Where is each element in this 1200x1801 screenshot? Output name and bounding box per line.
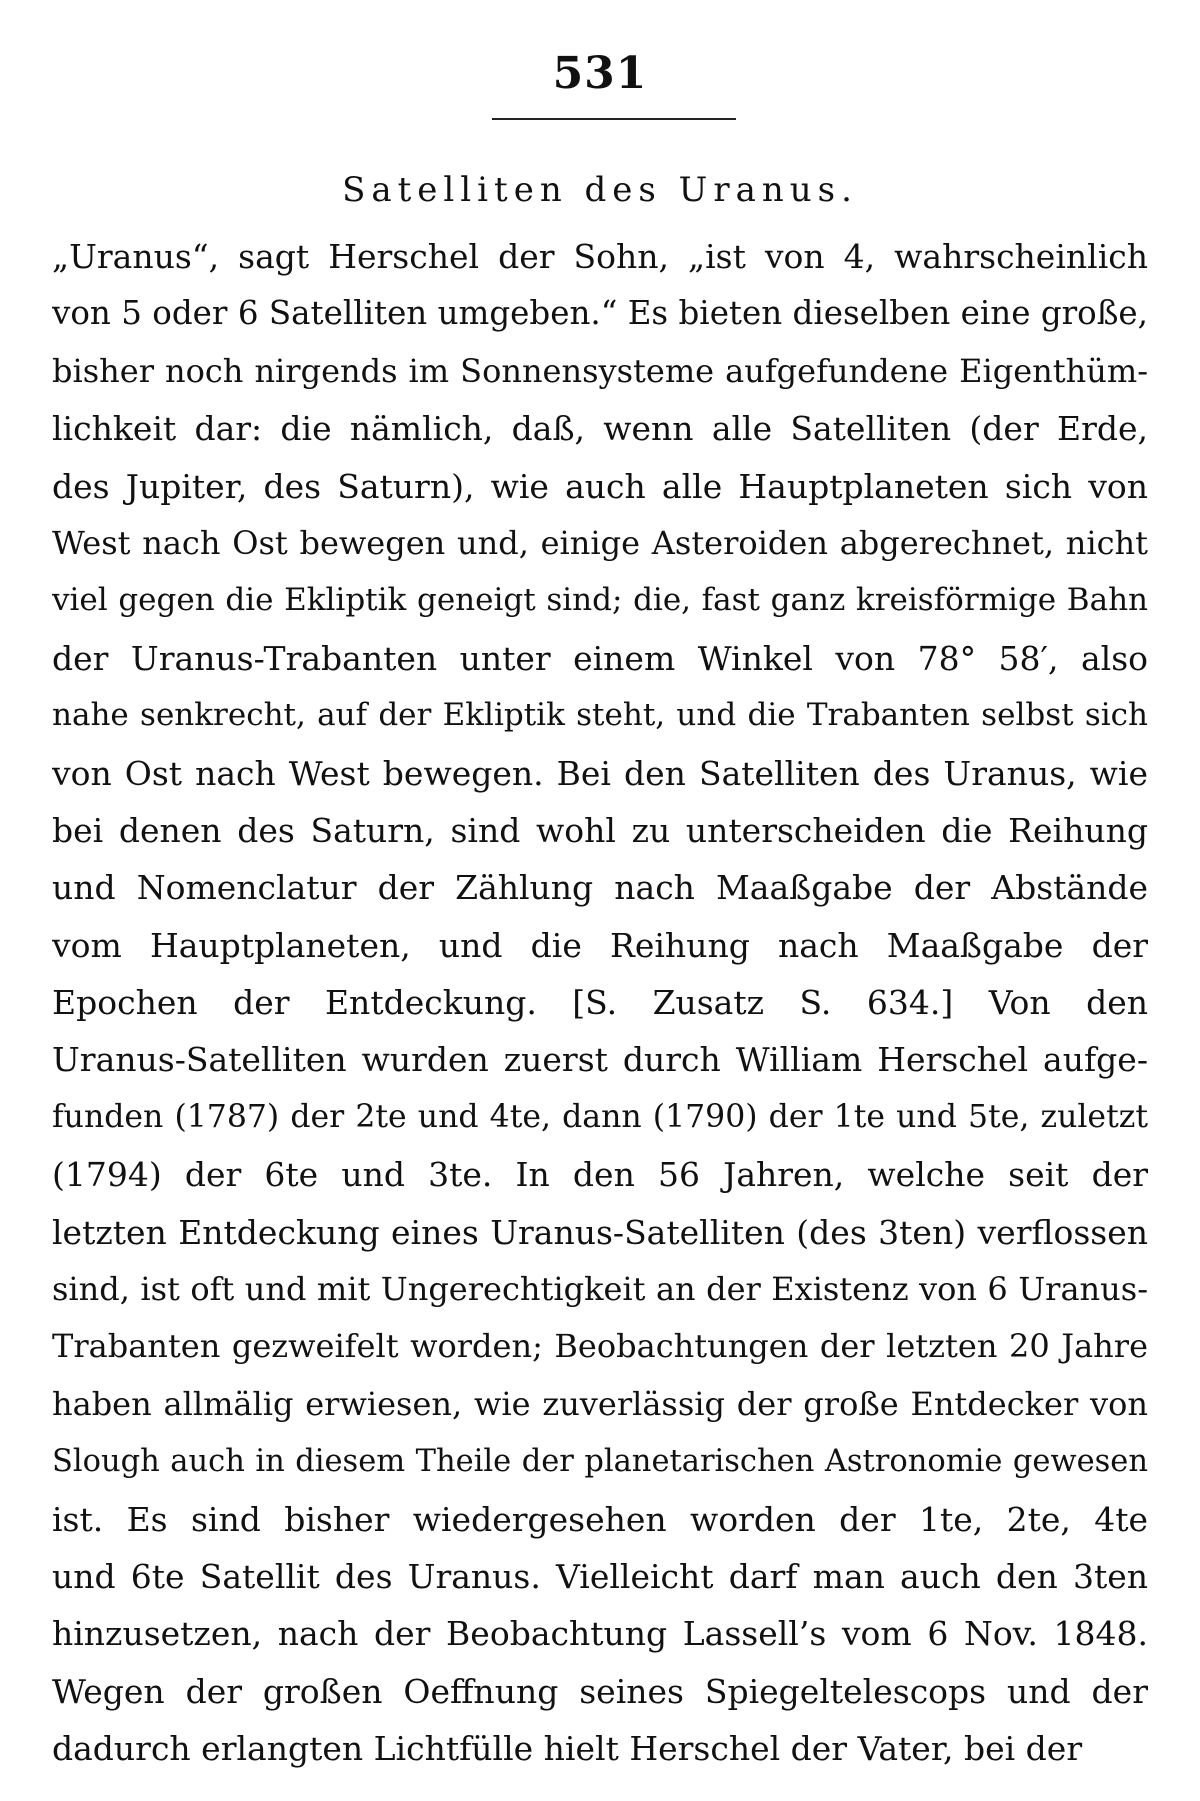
- text-line: und 6te Satellit des Uranus. Vielleicht darf man auch den 3ten: [52, 1556, 1148, 1596]
- text-line: West nach Ost bewegen und, einige Asteroiden abgerechnet, nicht: [52, 523, 1148, 562]
- header-rule: [492, 118, 736, 120]
- body-text: [52, 228, 1148, 1778]
- text-line: hinzusetzen, nach der Beobachtung Lassell’s vom 6 Nov. 1848.: [52, 1614, 1148, 1654]
- text-line: vom Hauptplaneten, und die Reihung nach Maaßgabe der: [52, 925, 1148, 965]
- text-line: funden (1787) der 2te und 4te, dann (1790) der 1te und 5te, zuletzt: [52, 1098, 1148, 1135]
- text-line: bisher noch nirgends im Sonnensysteme aufgefundene Eigenthüm-: [52, 351, 1148, 390]
- text-line: sind, ist oft und mit Ungerechtigkeit an der Existenz von 6 Uranus-: [52, 1270, 1148, 1309]
- text-line: des Jupiter, des Saturn), wie auch alle Hauptplaneten sich von: [52, 466, 1148, 506]
- text-line: Uranus-Satelliten wurden zuerst durch William Herschel aufge-: [52, 1040, 1148, 1080]
- section-heading: Satelliten des Uranus.: [342, 170, 858, 210]
- page-number: 531: [552, 48, 648, 99]
- text-line: Wegen der großen Oeffnung seines Spiegeltelescops und der: [52, 1671, 1148, 1711]
- text-line: lichkeit dar: die nämlich, daß, wenn alle Satelliten (der Erde,: [52, 409, 1148, 449]
- text-line: viel gegen die Ekliptik geneigt sind; die, fast ganz kreisförmige Bahn: [52, 582, 1148, 619]
- text-line: Epochen der Entdeckung. [S. Zusatz S. 634.] Von den: [52, 983, 1148, 1023]
- text-line: (1794) der 6te und 3te. In den 56 Jahren, welche seit der: [52, 1155, 1148, 1195]
- text-line: ist. Es sind bisher wiedergesehen worden der 1te, 2te, 4te: [52, 1499, 1148, 1539]
- text-line: haben allmälig erwiesen, wie zuverlässig der große Entdecker von: [52, 1384, 1148, 1423]
- text-line: von 5 oder 6 Satelliten umgeben.“ Es bieten dieselben eine große,: [52, 294, 1148, 333]
- text-line: Slough auch in diesem Theile der planetarischen Astronomie gewesen: [52, 1444, 1148, 1480]
- text-line: letzten Entdeckung eines Uranus-Satelliten (des 3ten) verflossen: [52, 1212, 1148, 1252]
- text-line: bei denen des Saturn, sind wohl zu unterscheiden die Reihung: [52, 810, 1148, 850]
- text-line: und Nomenclatur der Zählung nach Maaßgabe der Abstände: [52, 868, 1148, 908]
- text-line: Trabanten gezweifelt worden; Beobachtungen der letzten 20 Jahre: [52, 1327, 1148, 1366]
- text-line: nahe senkrecht, auf der Ekliptik steht, und die Trabanten selbst sich: [52, 697, 1148, 734]
- text-line: „Uranus“, sagt Herschel der Sohn, „ist von 4, wahrscheinlich: [52, 237, 1148, 276]
- text-line: der Uranus-Trabanten unter einem Winkel von 78° 58′, also: [52, 638, 1148, 678]
- text-line: von Ost nach West bewegen. Bei den Satelliten des Uranus, wie: [52, 753, 1148, 793]
- text-line: dadurch erlangten Lichtfülle hielt Herschel der Vater, bei der: [52, 1729, 1083, 1769]
